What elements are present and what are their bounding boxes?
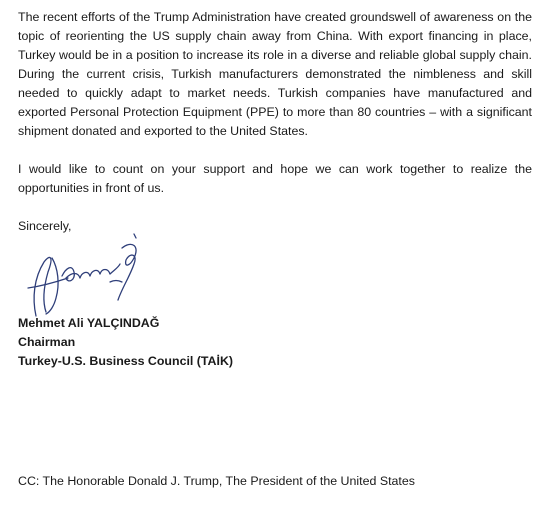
closing-salutation: Sincerely, (18, 219, 72, 233)
body-paragraph-1: The recent efforts of the Trump Administration have created groundswell of awareness on the topic of reorienting the US supply chain away from China. With export financing in place, Turkey would be in a position to increase its role in a diverse and reliable global supply chain. During the current crisis, Turkish manufacturers demonstrated the nimbleness and skill needed to quickly adapt to market needs. Turkish companies have manufactured and exported Personal Protection Equipment (PPE) to more than 80 countries – with a significant shipment donated and exported to the United States. (18, 10, 532, 138)
body-paragraph-2: I would like to count on your support and hope we can work together to realize the opportunities in front of us. (18, 162, 532, 195)
signer-name: Mehmet Ali YALÇINDAĞ (18, 316, 160, 330)
handwritten-signature (22, 228, 152, 328)
cc-line: CC: The Honorable Donald J. Trump, The President of the United States (18, 474, 415, 488)
signer-title: Chairman (18, 335, 76, 349)
signer-organization: Turkey-U.S. Business Council (TAİK) (18, 354, 234, 368)
